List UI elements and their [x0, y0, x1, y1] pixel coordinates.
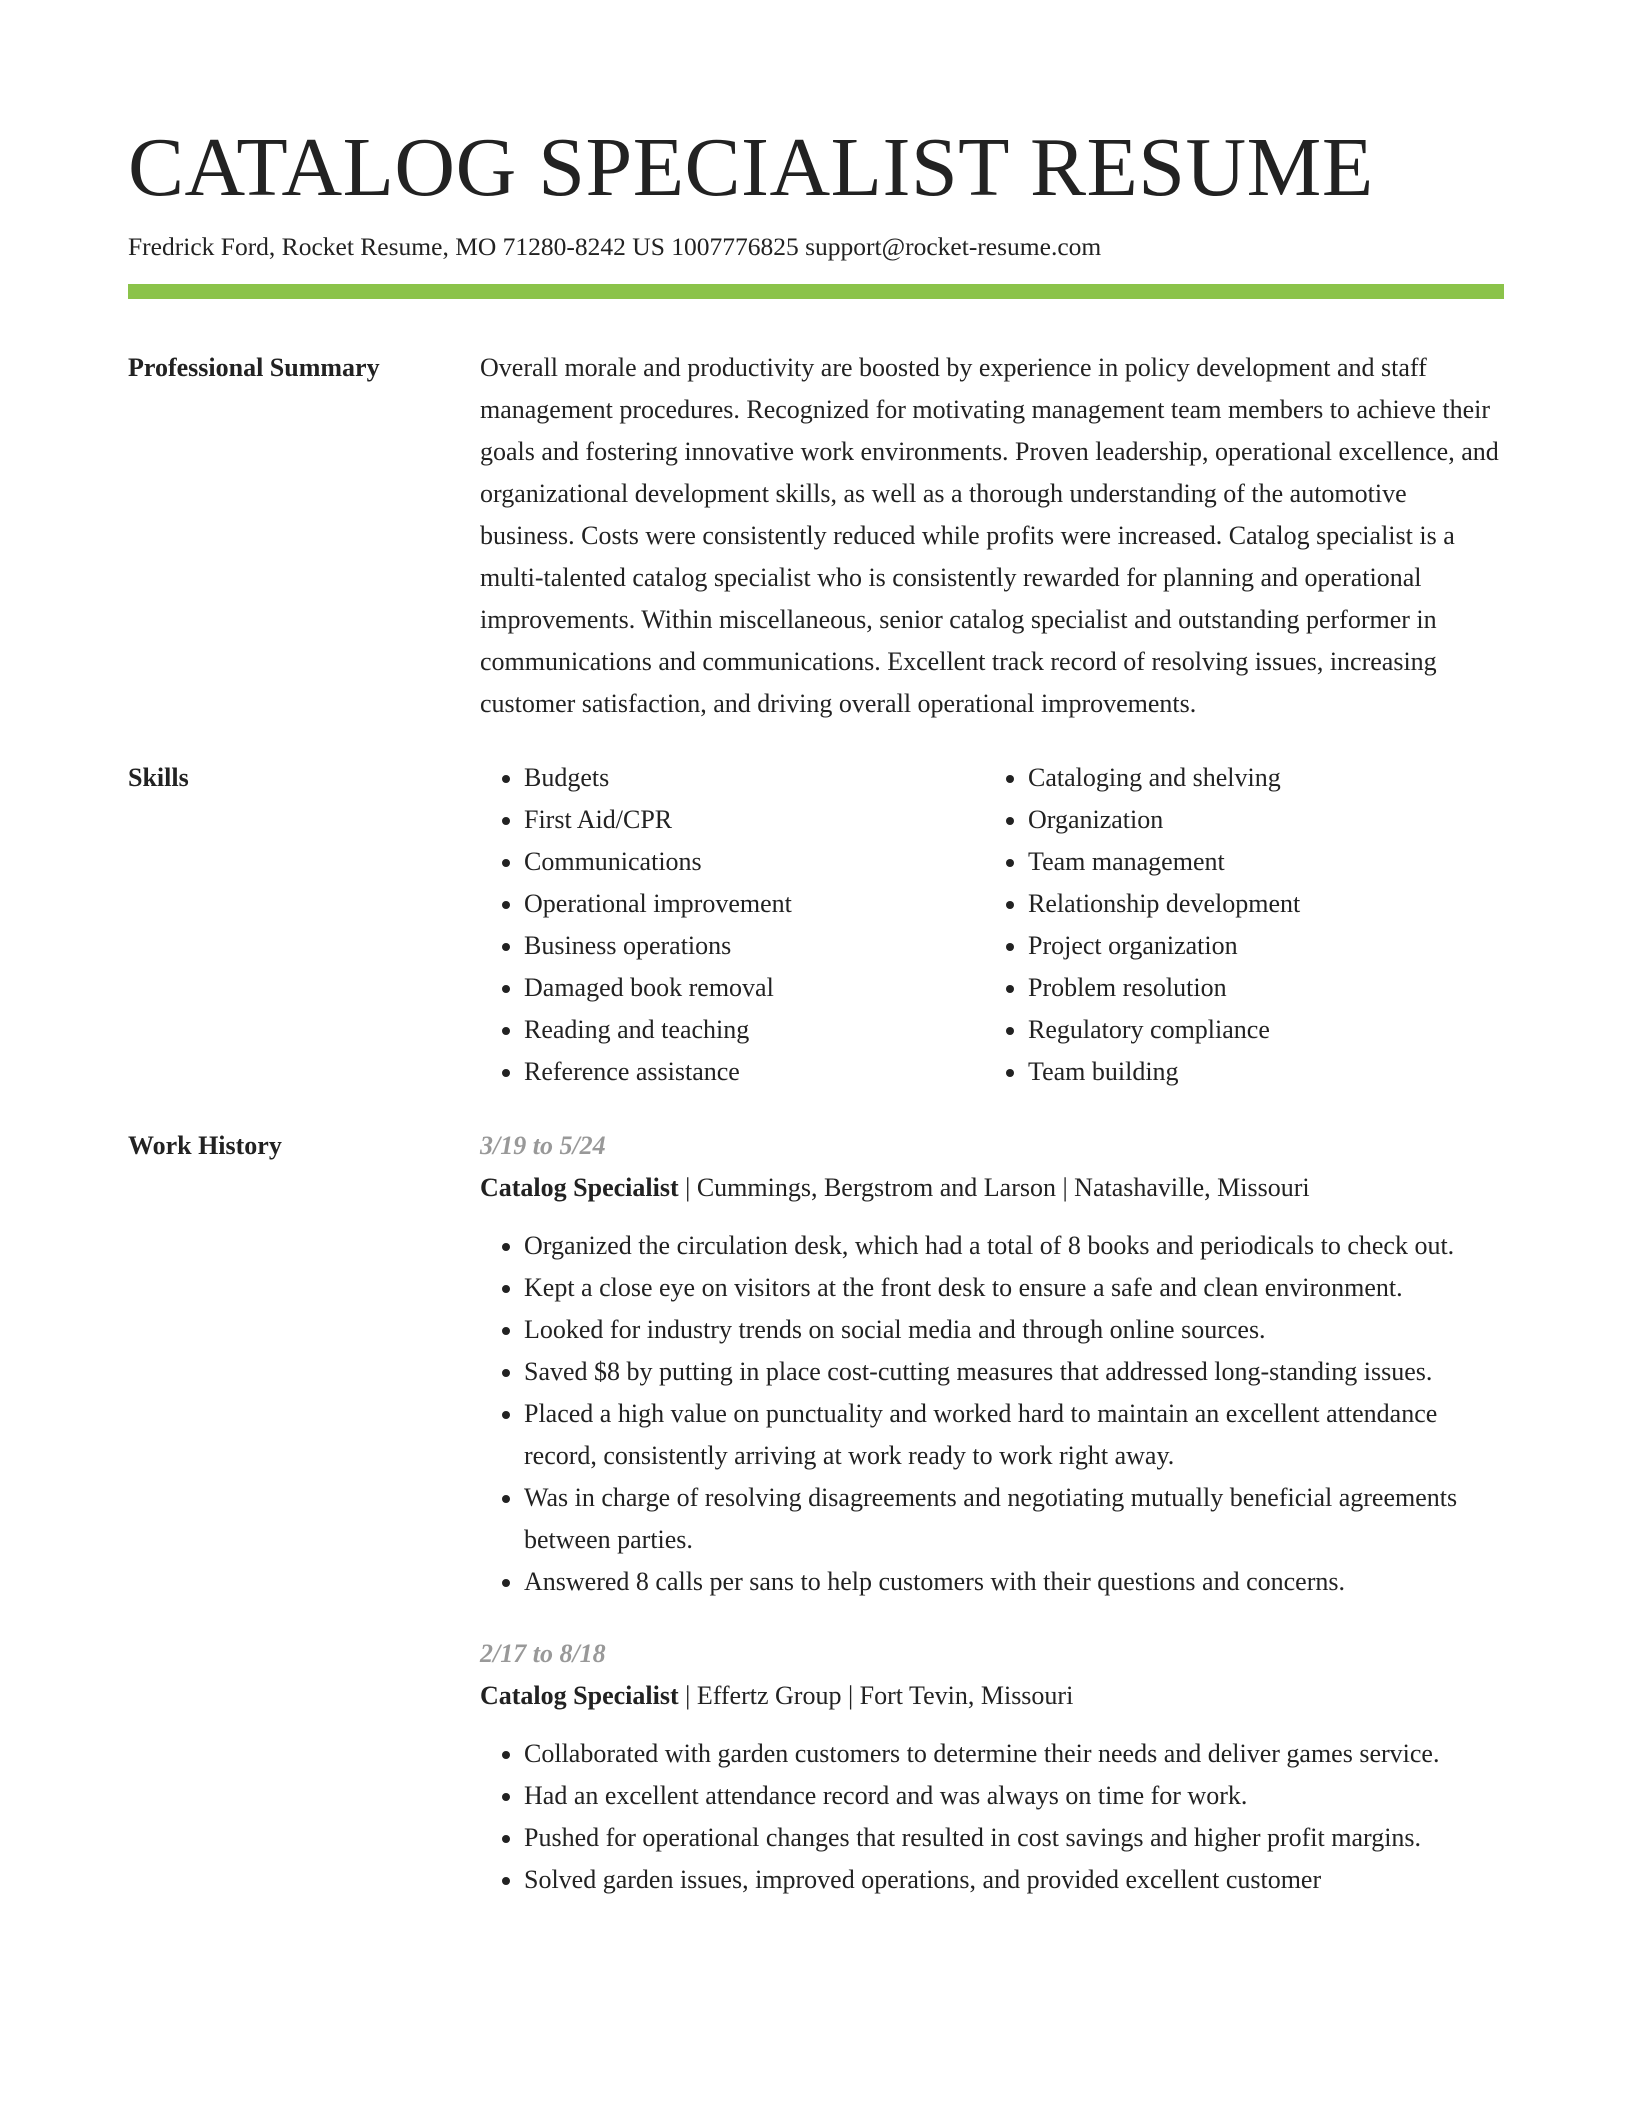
skill-item: • Communications — [524, 841, 984, 883]
job-bullets — [480, 1225, 1504, 1603]
job-heading — [480, 1675, 1504, 1717]
skill-item: • Reading and teaching — [524, 1009, 984, 1051]
skill-item: • Relationship development — [1028, 883, 1488, 925]
skills-list-left — [480, 757, 984, 1093]
job-bullets — [480, 1733, 1504, 1901]
skill-item: • Operational improvement — [524, 883, 984, 925]
job-bullet: • Placed a high value on punctuality and worked hard to maintain an excellent attendance record, consistently arriving at work ready to work right away. — [524, 1393, 1504, 1477]
section-label-summary: Professional Summary — [128, 353, 380, 382]
work-history-body — [480, 1125, 1504, 1931]
skill-item: • First Aid/CPR — [524, 799, 984, 841]
job-details: | Cummings, Bergstrom and Larson | Natashaville, Missouri — [678, 1173, 1310, 1202]
job-bullet: • Pushed for operational changes that resulted in cost savings and higher profit margins. — [524, 1817, 1504, 1859]
section-label-work-history: Work History — [128, 1131, 282, 1160]
job-title: Catalog Specialist — [480, 1173, 679, 1202]
skills-grid — [480, 757, 1504, 1093]
job-bullet: • Answered 8 calls per sans to help customers with their questions and concerns. — [524, 1561, 1504, 1603]
job-bullet: • Had an excellent attendance record and was always on time for work. — [524, 1775, 1504, 1817]
skill-item: • Business operations — [524, 925, 984, 967]
job-dates: 3/19 to 5/24 — [480, 1131, 606, 1160]
skill-item: • Regulatory compliance — [1028, 1009, 1488, 1051]
job-bullet: • Saved $8 by putting in place cost-cutting measures that addressed long-standing issues. — [524, 1351, 1504, 1393]
job-bullet: • Collaborated with garden customers to determine their needs and deliver games service. — [524, 1733, 1504, 1775]
job-bullet: • Looked for industry trends on social media and through online sources. — [524, 1309, 1504, 1351]
job-bullet: • Solved garden issues, improved operations, and provided excellent customer — [524, 1859, 1504, 1901]
skill-item: • Budgets — [524, 757, 984, 799]
professional-summary-section — [128, 347, 1504, 725]
skill-item: • Team management — [1028, 841, 1488, 883]
skill-item: • Damaged book removal — [524, 967, 984, 1009]
job-title: Catalog Specialist — [480, 1681, 679, 1710]
job-heading — [480, 1167, 1504, 1209]
section-label-skills: Skills — [128, 763, 189, 792]
job-bullet: • Kept a close eye on visitors at the front desk to ensure a safe and clean environment. — [524, 1267, 1504, 1309]
skill-item: • Organization — [1028, 799, 1488, 841]
job-dates: 2/17 to 8/18 — [480, 1639, 606, 1668]
resume-page — [128, 0, 1504, 1931]
job-entry — [480, 1125, 1504, 1603]
work-history-section — [128, 1125, 1504, 1931]
skill-item: • Project organization — [1028, 925, 1488, 967]
skill-item: • Cataloging and shelving — [1028, 757, 1488, 799]
job-details: | Effertz Group | Fort Tevin, Missouri — [678, 1681, 1074, 1710]
summary-body — [480, 347, 1504, 725]
summary-text: Overall morale and productivity are boosted by experience in policy development and staff management procedures. Recognized for motivating management team members to achieve their goals and fostering innovative work environments. Proven leadership, operational excellence, and organizational development skills, as well as a thorough understanding of the automotive business. Costs were consistently reduced while profits were increased. Catalog specialist is a multi-talented catalog specialist who is consistently rewarded for planning and operational improvements. Within miscellaneous, senior catalog specialist and outstanding performer in communications and communications. Excellent track record of resolving issues, increasing customer satisfaction, and driving overall operational improvements. — [480, 353, 1499, 718]
accent-divider — [128, 284, 1504, 299]
contact-line: Fredrick Ford, Rocket Resume, MO 71280-8242 US 1007776825 support@rocket-resume.com — [128, 232, 1102, 261]
skill-item: • Team building — [1028, 1051, 1488, 1093]
job-entry — [480, 1633, 1504, 1901]
skill-item: • Reference assistance — [524, 1051, 984, 1093]
resume-title: CATALOG SPECIALIST RESUME — [128, 121, 1374, 214]
skills-list-right — [984, 757, 1488, 1093]
skill-item: • Problem resolution — [1028, 967, 1488, 1009]
skills-section — [128, 757, 1504, 1093]
job-bullet: • Was in charge of resolving disagreements and negotiating mutually beneficial agreements between parties. — [524, 1477, 1504, 1561]
job-bullet: • Organized the circulation desk, which had a total of 8 books and periodicals to check out. — [524, 1225, 1504, 1267]
